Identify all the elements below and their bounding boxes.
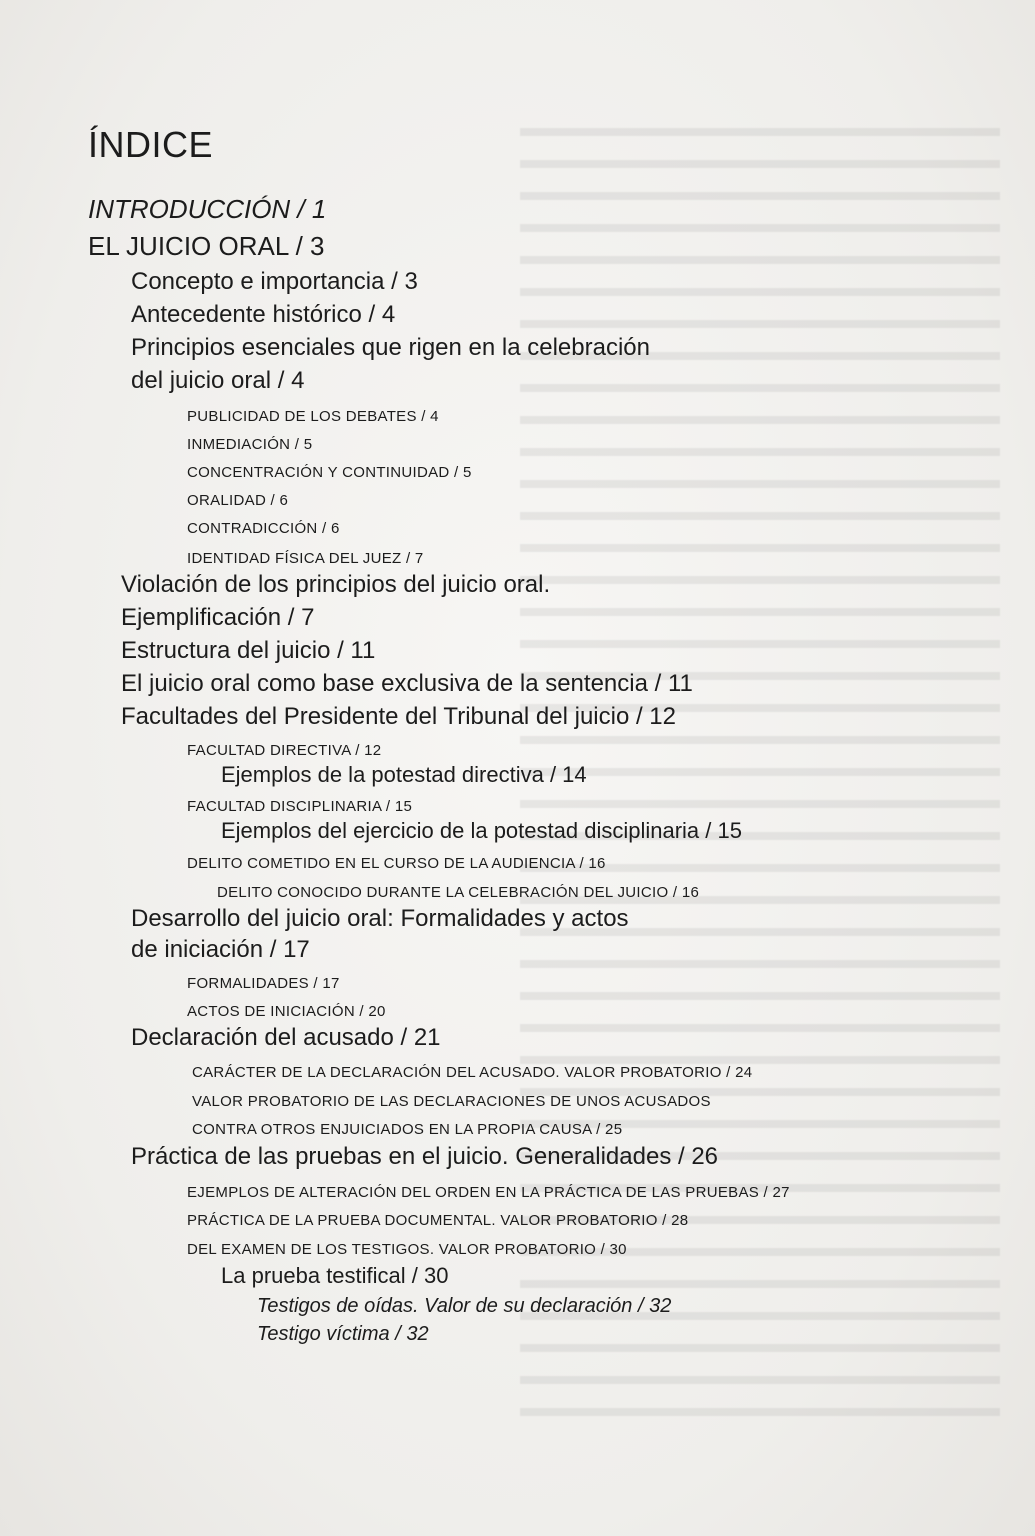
toc-entry: Práctica de las pruebas en el juicio. Generalidades / 26 <box>131 1143 719 1170</box>
toc-subentry: EJEMPLOS DE ALTERACIÓN DEL ORDEN EN LA PRÁCTICA DE LAS PRUEBAS / 27 <box>187 1184 790 1201</box>
toc-entry: Facultades del Presidente del Tribunal del juicio / 12 <box>121 703 676 730</box>
toc-subentry: FACULTAD DISCIPLINARIA / 15 <box>187 798 413 815</box>
toc-subentry: CARÁCTER DE LA DECLARACIÓN DEL ACUSADO. VALOR PROBATORIO / 24 <box>192 1064 753 1081</box>
toc-subentry: INMEDIACIÓN / 5 <box>187 436 313 453</box>
toc-entry: Principios esenciales que rigen en la celebración <box>131 334 650 361</box>
toc-subentry: DELITO COMETIDO EN EL CURSO DE LA AUDIENCIA / 16 <box>187 855 606 872</box>
toc-subentry: DELITO CONOCIDO DURANTE LA CELEBRACIÓN DEL JUICIO / 16 <box>217 884 700 901</box>
toc-subentry: CONTRADICCIÓN / 6 <box>187 520 340 537</box>
toc-entry: Ejemplificación / 7 <box>121 604 315 631</box>
toc-subentry: IDENTIDAD FÍSICA DEL JUEZ / 7 <box>187 550 424 567</box>
toc-subentry: CONCENTRACIÓN Y CONTINUIDAD / 5 <box>187 464 472 481</box>
toc-entry: El juicio oral como base exclusiva de la sentencia / 11 <box>121 670 693 697</box>
toc-subsubentry: Ejemplos del ejercicio de la potestad disciplinaria / 15 <box>221 818 742 843</box>
toc-entry-introduccion: INTRODUCCIÓN / 1 <box>88 194 327 224</box>
toc-subentry: FORMALIDADES / 17 <box>187 975 340 992</box>
toc-subsubentry: Ejemplos de la potestad directiva / 14 <box>221 762 587 787</box>
toc-subentry: PRÁCTICA DE LA PRUEBA DOCUMENTAL. VALOR PROBATORIO / 28 <box>187 1212 689 1229</box>
toc-entry: del juicio oral / 4 <box>131 367 305 394</box>
toc-entry: Concepto e importancia / 3 <box>131 268 418 295</box>
toc-subentry: PUBLICIDAD DE LOS DEBATES / 4 <box>187 408 439 425</box>
toc-entry: Violación de los principios del juicio oral. <box>121 571 551 598</box>
toc-subentry: DEL EXAMEN DE LOS TESTIGOS. VALOR PROBATORIO / 30 <box>187 1241 627 1258</box>
page-title: ÍNDICE <box>88 124 214 165</box>
toc-entry-el-juicio-oral: EL JUICIO ORAL / 3 <box>88 231 325 261</box>
toc-entry: Declaración del acusado / 21 <box>131 1024 441 1051</box>
toc-subentry: ACTOS DE INICIACIÓN / 20 <box>187 1003 386 1020</box>
toc-entry: Antecedente histórico / 4 <box>131 301 396 328</box>
toc-subentry: CONTRA OTROS ENJUICIADOS EN LA PROPIA CAUSA / 25 <box>192 1121 623 1138</box>
toc-entry: de iniciación / 17 <box>131 936 310 963</box>
toc-italic-entry: Testigos de oídas. Valor de su declaración / 32 <box>257 1295 672 1317</box>
toc-italic-entry: Testigo víctima / 32 <box>257 1323 429 1345</box>
toc-subentry: ORALIDAD / 6 <box>187 492 289 509</box>
toc-subentry: VALOR PROBATORIO DE LAS DECLARACIONES DE UNOS ACUSADOS <box>192 1093 711 1110</box>
toc-entry: Estructura del juicio / 11 <box>121 637 376 664</box>
toc-subsubentry: La prueba testifical / 30 <box>221 1263 449 1288</box>
toc-entry: Desarrollo del juicio oral: Formalidades y actos <box>131 905 629 932</box>
toc-subentry: FACULTAD DIRECTIVA / 12 <box>187 742 382 759</box>
